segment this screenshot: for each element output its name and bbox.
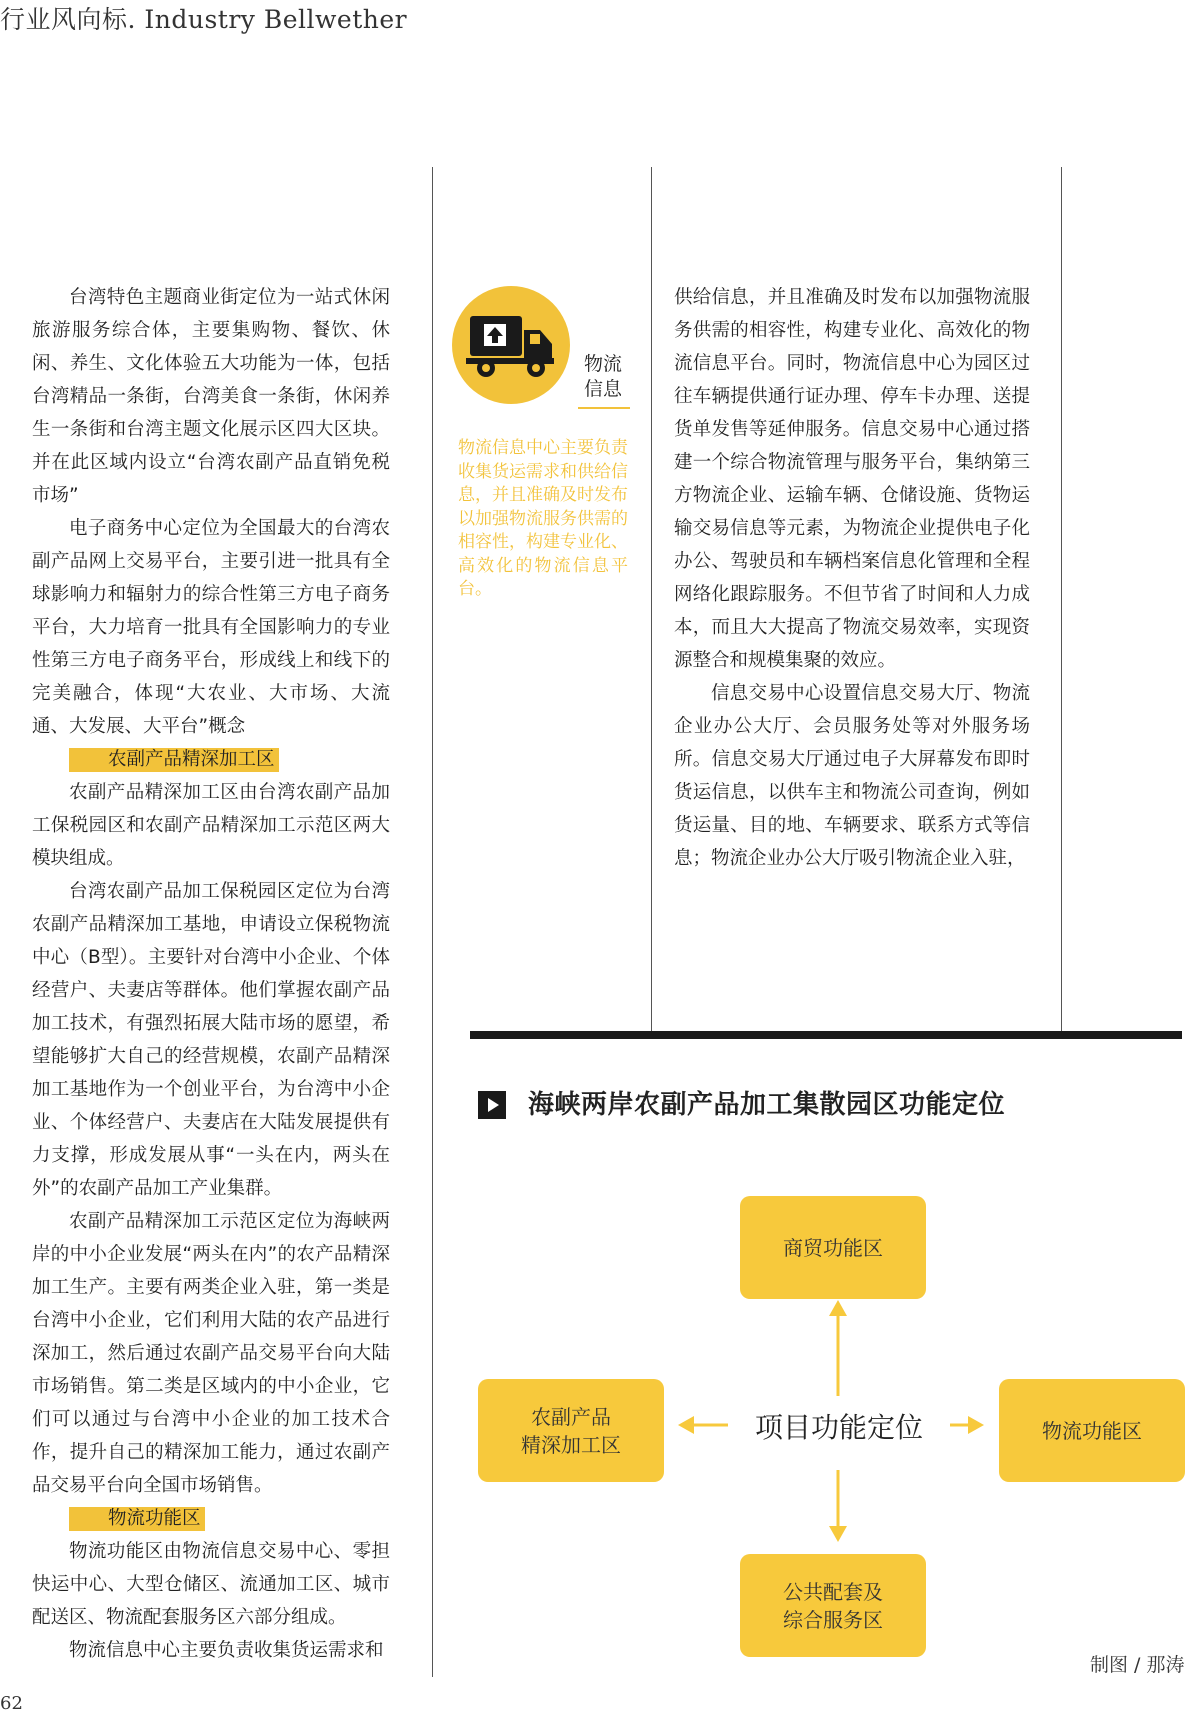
- box-label: 农副产品: [531, 1404, 611, 1429]
- box-public-services: [740, 1554, 926, 1657]
- paragraph: 农副产品精深加工区由台湾农副产品加工保税园区和农副产品精深加工示范区两大模块组成。: [32, 782, 390, 869]
- paragraph: 台湾农副产品加工保税园区定位为台湾农副产品精深加工基地，申请设立保税物流中心（B型）。主要针对台湾中小企业、个体经营户、夫妻店等群体。他们掌握农副产品加工技术，有强烈拓展大陆市场的愿望，希望能够扩大自己的经营规模，农副产品精深加工基地作为一个创业平台，为台湾中小企业、个体经营户、夫妻店在大陆发展提供有力支撑，形成发展从事“一头在内，两头在外”的农副产品加工产业集群。: [32, 881, 390, 1199]
- box-label: 综合服务区: [783, 1607, 883, 1632]
- box-label: 精深加工区: [521, 1432, 621, 1457]
- arrowhead-right: [968, 1416, 984, 1434]
- paragraph: 电子商务中心定位为全国最大的台湾农副产品网上交易平台，主要引进一批具有全球影响力和辐射力的综合性第三方电子商务平台，大力培育一批具有全国影响力的专业性第三方电子商务平台，形成线上和线下的完美融合，体现“大农业、大市场、大流通、大发展、大平台”概念: [32, 518, 390, 737]
- paragraph: 物流功能区由物流信息交易中心、零担快运中心、大型仓储区、流通加工区、城市配送区、物流配套服务区六部分组成。: [32, 1541, 390, 1628]
- box-label: 商贸功能区: [783, 1235, 883, 1260]
- paragraph: 物流信息中心主要负责收集货运需求和: [69, 1640, 384, 1661]
- box-label: 物流功能区: [1042, 1418, 1142, 1443]
- paragraph: 农副产品精深加工示范区定位为海峡两岸的中小企业发展“两头在内”的农产品精深加工生产。主要有两类企业入驻，第一类是台湾中小企业，它们利用大陆的农产品进行深加工，然后通过农副产品交易平台向大陆市场销售。第二类是区域内的中小企业，它们可以通过与台湾中小企业的加工技术合作，提升自己的精深加工能力，通过农副产品交易平台向全国市场销售。: [32, 1211, 390, 1496]
- paragraph: 台湾特色主题商业街定位为一站式休闲旅游服务综合体，主要集购物、餐饮、休闲、养生、文化体验五大功能为一体，包括台湾精品一条街，台湾美食一条街，休闲养生一条街和台湾主题文化展示区四大区块。并在此区域内设立“台湾农副产品直销免税市场”: [32, 287, 390, 506]
- box-logistics: [999, 1379, 1185, 1482]
- box-commerce: [740, 1196, 926, 1299]
- image-credit: 制图 / 那涛: [1090, 1654, 1185, 1676]
- box-processing: [478, 1379, 664, 1482]
- arrowhead-down: [829, 1526, 847, 1542]
- page-header: 行业风向标. Industry Bellwether: [0, 5, 408, 34]
- arrowhead-left: [678, 1416, 694, 1434]
- sidebar-title-line: 物流: [583, 353, 622, 375]
- pull-quote: 物流信息中心主要负责收集货运需求和供给信息，并且准确及时发布以加强物流服务供需的相容性，构建专业化、高效化的物流信息平台。: [458, 438, 628, 599]
- arrowhead-up: [829, 1300, 847, 1316]
- paragraph: 信息交易中心设置信息交易大厅、物流企业办公大厅、会员服务处等对外服务场所。信息交易大厅通过电子大屏幕发布即时货运信息，以供车主和物流公司查询，例如货运量、目的地、车辆要求、联系方式等信息；物流企业办公大厅吸引物流企业入驻，: [674, 683, 1030, 869]
- paragraph: 供给信息，并且准确及时发布以加强物流服务供需的相容性，构建专业化、高效化的物流信息平台。同时，物流信息中心为园区过往车辆提供通行证办理、停车卡办理、送提货单发售等延伸服务。信息交易中心通过搭建一个综合物流管理与服务平台，集纳第三方物流企业、运输车辆、仓储设施、货物运输交易信息等元素，为物流企业提供电子化办公、驾驶员和车辆档案信息化管理和全程网络化跟踪服务。不但节省了时间和人力成本，而且大大提高了物流交易效率，实现资源整合和规模集聚的效应。: [674, 287, 1030, 671]
- section-heading: 农副产品精深加工区: [69, 748, 279, 772]
- page-number: 62: [0, 1693, 23, 1714]
- diagram-center-label: 项目功能定位: [754, 1411, 923, 1444]
- sidebar-title-line: 信息: [583, 378, 622, 400]
- box-label: 公共配套及: [783, 1579, 883, 1604]
- diagram-title: 海峡两岸农副产品加工集散园区功能定位: [528, 1090, 1006, 1120]
- section-heading: 物流功能区: [69, 1507, 205, 1531]
